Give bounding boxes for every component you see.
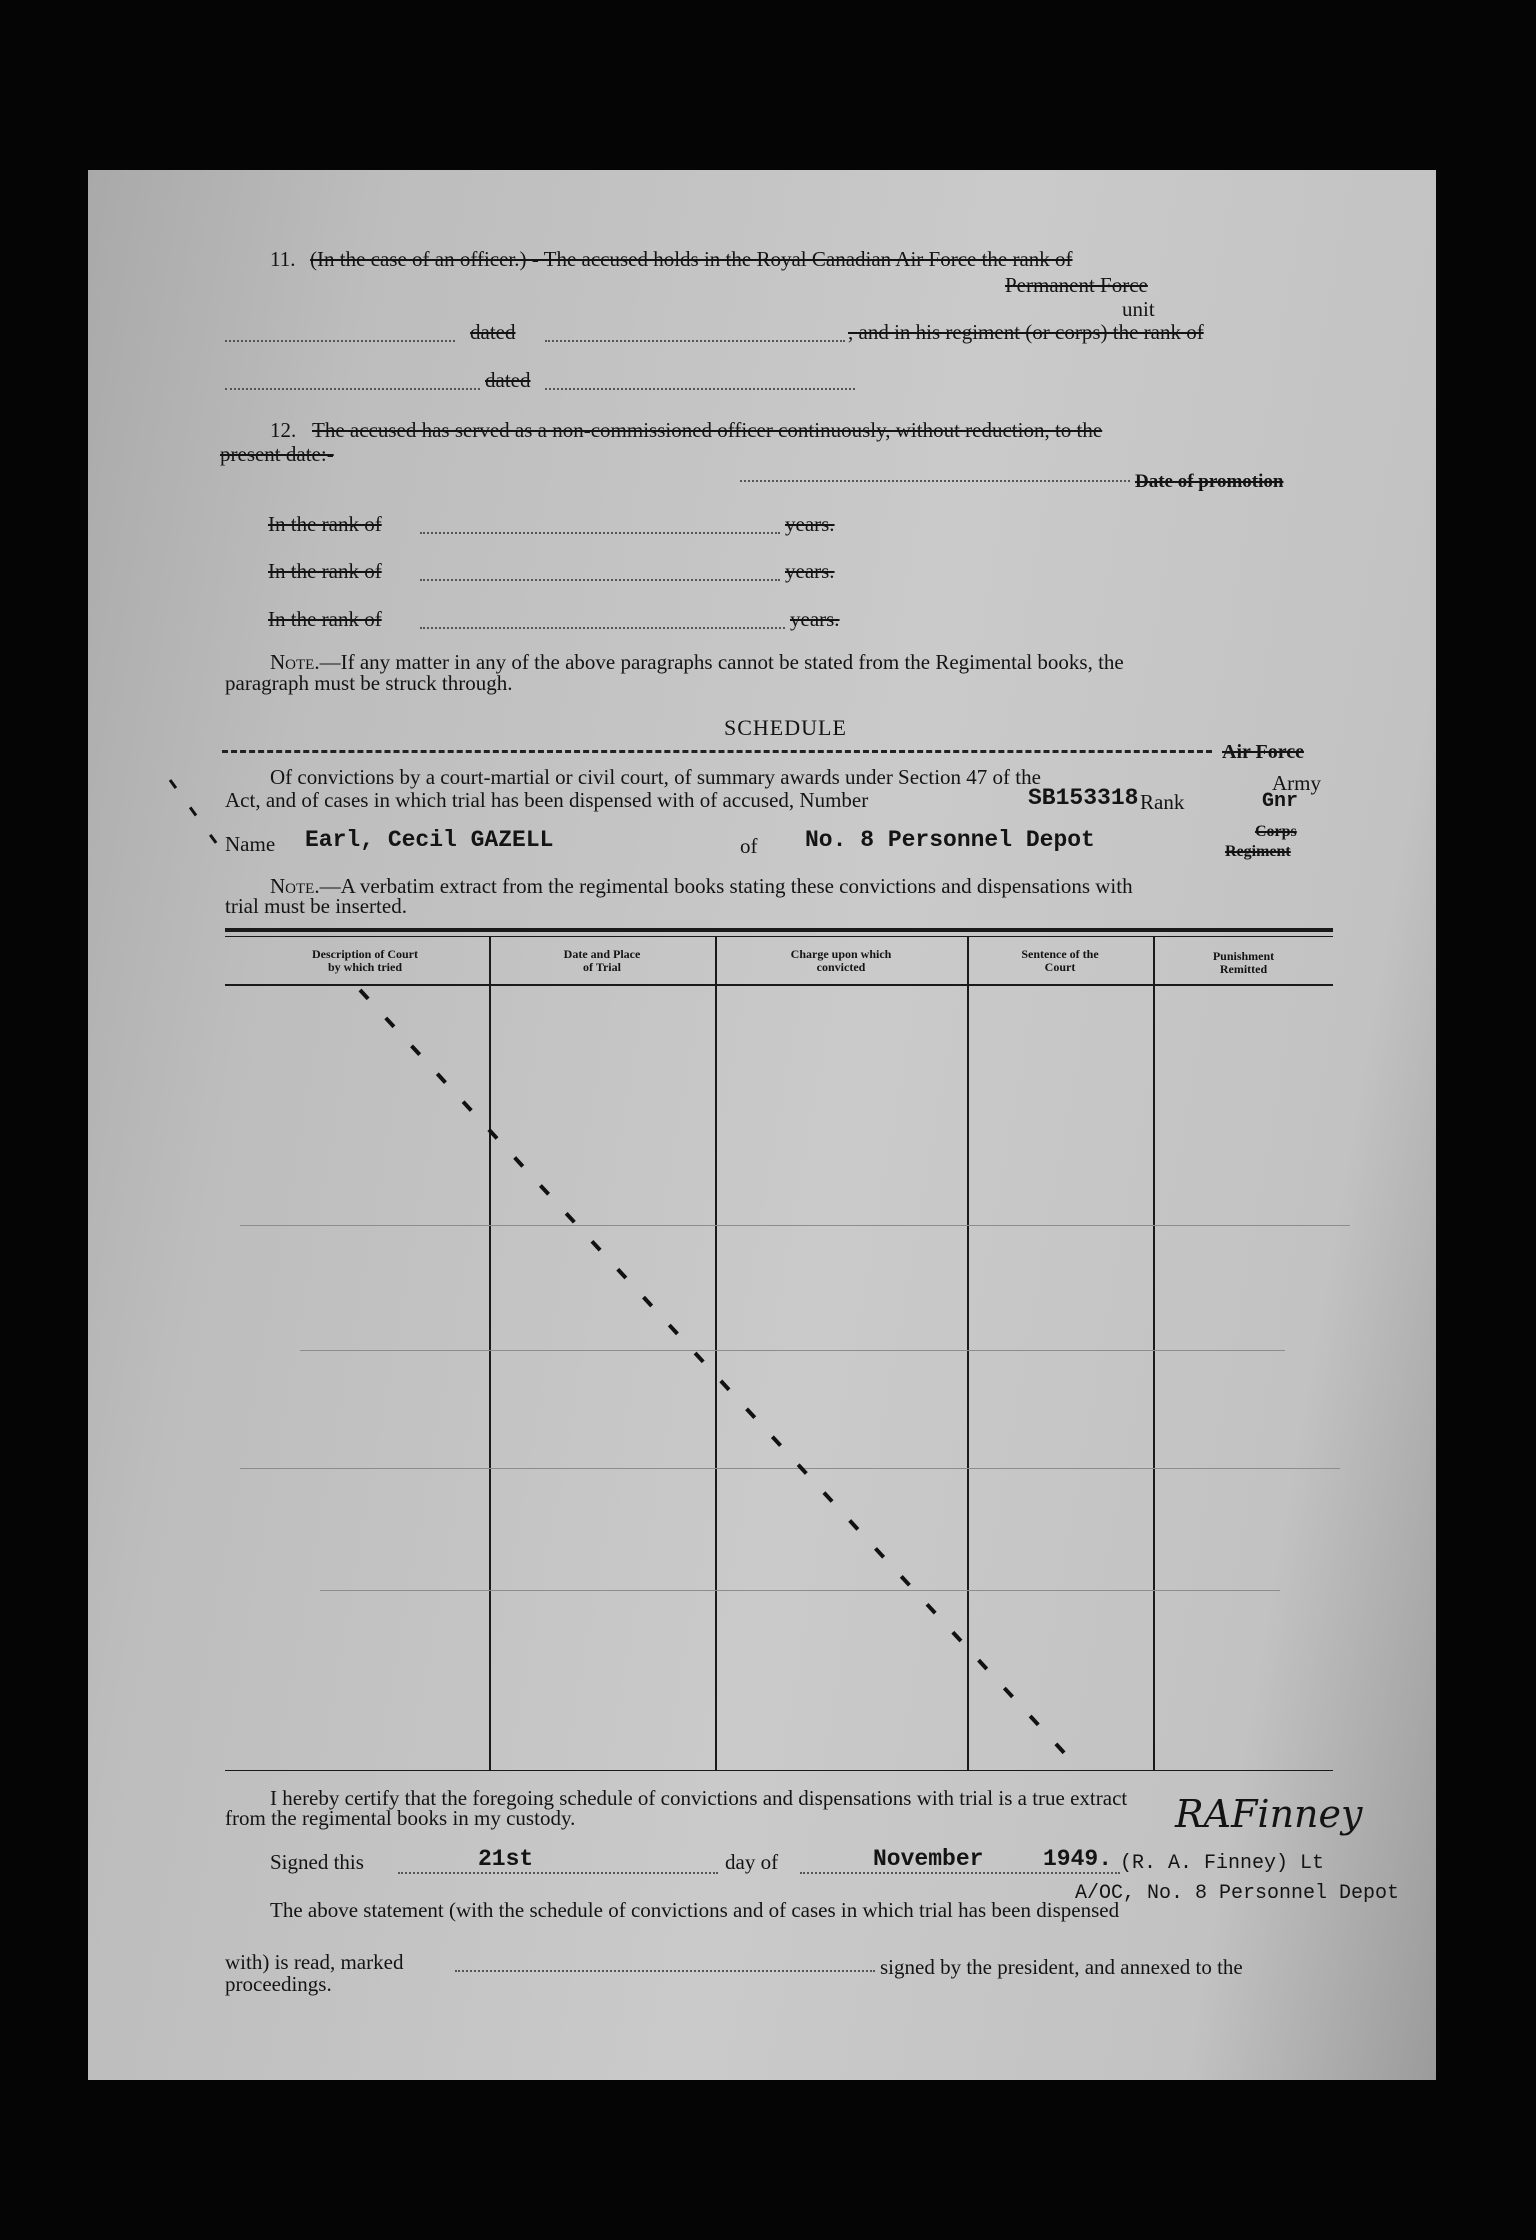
dated-label-2: dated: [485, 368, 531, 392]
years-label-3: years.: [790, 607, 840, 631]
unit-label: unit: [1122, 297, 1155, 321]
column-header-date-line2: of Trial: [583, 960, 621, 974]
day-of-label: day of: [725, 1850, 779, 1874]
rank-label-1: In the rank of: [268, 512, 382, 536]
signer-title: A/OC, No. 8 Personnel Depot: [1075, 1882, 1400, 1905]
air-force-label: Air Force: [1222, 741, 1305, 763]
note2-text: —A verbatim extract from the regimental books stating these convictions and dispensations with: [319, 874, 1133, 898]
struck-corps-label: Corps: [1255, 823, 1297, 840]
column-header-date-line1: Date and Place: [563, 947, 641, 961]
rank-label: Rank: [1140, 790, 1185, 814]
statement-line2b: signed by the president, and annexed to the: [880, 1955, 1243, 1979]
year-value: 1949.: [1043, 1846, 1113, 1872]
schedule-intro-line1: Of convictions by a court-martial or civil court, of summary awards under Section 47 of the: [270, 765, 1041, 789]
rank-label-2: In the rank of: [268, 559, 382, 583]
name-label: Name: [225, 832, 276, 856]
column-header-charge-line2: convicted: [816, 960, 866, 974]
date-of-promotion-label: Date of promotion: [1135, 471, 1284, 492]
column-header-punishment-line2: Remitted: [1219, 962, 1268, 976]
schedule-intro-line2: Act, and of cases in which trial has been dispensed with of accused, Number: [225, 788, 869, 812]
handwritten-signature: RAFinney: [1175, 1792, 1363, 1836]
rank-label-3: In the rank of: [268, 607, 382, 631]
signer-name: (R. A. Finney) Lt: [1120, 1852, 1325, 1875]
certificate-line2: from the regimental books in my custody.: [225, 1806, 576, 1830]
marked-field-line: [455, 1970, 875, 1972]
years-label-1: years.: [785, 512, 835, 536]
army-label: Army: [1272, 771, 1321, 795]
schedule-title: SCHEDULE: [724, 715, 847, 740]
column-header-sentence-line2: Court: [1044, 960, 1076, 974]
day-value: 21st: [478, 1846, 534, 1872]
rank-value: Gnr: [1262, 790, 1299, 813]
column-header-sentence-line1: Sentence of the: [1021, 947, 1099, 961]
unit-value: No. 8 Personnel Depot: [805, 827, 1095, 853]
note1-prefix: Note.: [270, 650, 320, 674]
statement-line1: The above statement (with the schedule of convictions and of cases in which trial has been dispensed: [270, 1898, 1120, 1922]
day-field-line: [398, 1872, 718, 1874]
regiment-rank-text: , and in his regiment (or corps) the rank of: [848, 320, 1204, 344]
note1-line2: paragraph must be struck through.: [225, 671, 513, 695]
signed-this-label: Signed this: [270, 1850, 364, 1874]
statement-line2a: with) is read, marked: [225, 1950, 404, 1974]
struck-regiment-label: Regiment: [1225, 843, 1291, 860]
dated-label-1: dated: [470, 320, 516, 344]
column-header-charge-line1: Charge upon which: [790, 947, 892, 961]
statement-line3: proceedings.: [225, 1972, 332, 1996]
para11-struck-text: (In the case of an officer.) - The accused holds in the Royal Canadian Air Force the rank of: [310, 247, 1073, 271]
para12-number: 12.: [270, 418, 297, 442]
note2-prefix: Note.: [270, 874, 320, 898]
note2-line2: trial must be inserted.: [225, 894, 407, 918]
column-header-court-line2: by which tried: [327, 960, 402, 974]
permanent-force-label: Permanent Force: [1005, 273, 1148, 297]
column-header-punishment-line1: Punishment: [1212, 949, 1275, 963]
name-value: Earl, Cecil GAZELL: [305, 827, 554, 853]
of-label: of: [740, 834, 758, 858]
para11-number: 11.: [270, 247, 296, 271]
service-number-value: SB153318: [1028, 785, 1139, 811]
para12-line1: The accused has served as a non-commissioned officer continuously, without reduction, to the: [312, 418, 1103, 442]
column-header-court-line1: Description of Court: [312, 947, 418, 961]
note1-text: —If any matter in any of the above paragraphs cannot be stated from the Regimental books, the: [319, 650, 1124, 674]
years-label-2: years.: [785, 559, 835, 583]
month-value: November: [873, 1846, 984, 1872]
para12-line2: present date:-: [220, 442, 334, 466]
month-field-line: [800, 1872, 1120, 1874]
certificate-line1: I hereby certify that the foregoing schedule of convictions and dispensations with trial is a true extract: [270, 1786, 1128, 1810]
